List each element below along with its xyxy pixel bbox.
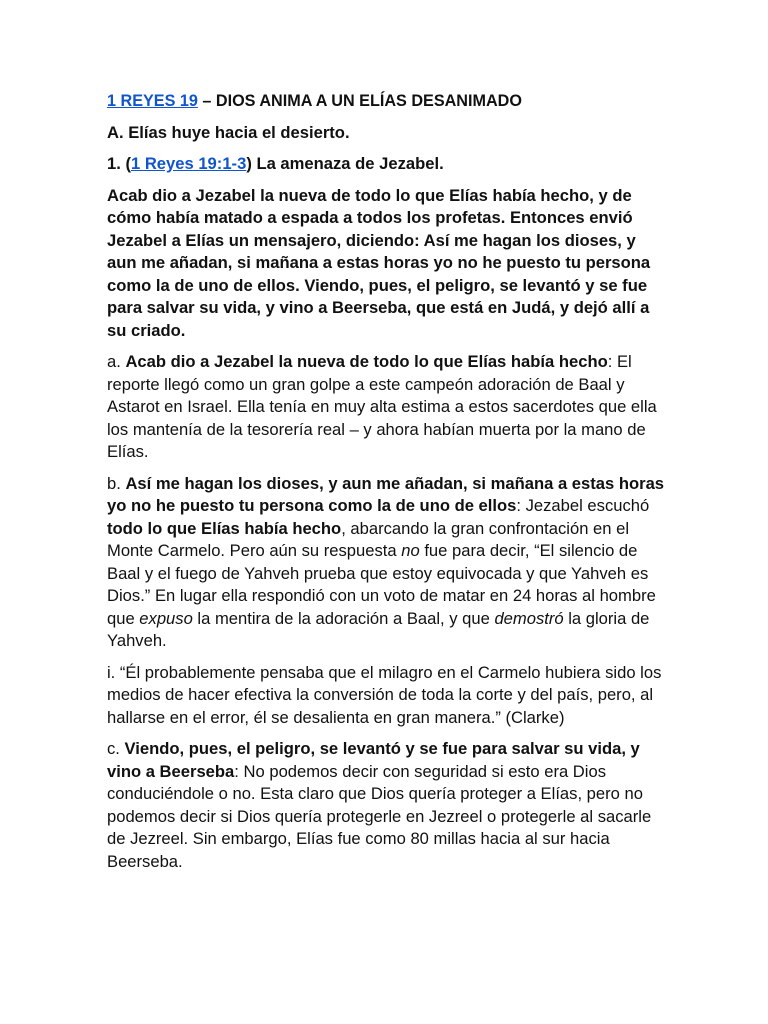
paragraph-b-label: b.: [107, 473, 126, 493]
paragraph-b-text-3: fue para decir, “El silencio de Baal y el fuego de Yahveh prueba que estoy equivocada y que Yahveh es Dios.” En lugar ella respondió con un voto de matar en 24 horas al hombre que: [107, 541, 656, 628]
paragraph-c-colon: :: [234, 761, 239, 781]
paragraph-b-text-2: , abarcando la gran confrontación en el Monte Carmelo. Pero aún su respuesta: [107, 518, 630, 560]
paragraph-b-italic-1: no: [401, 541, 420, 560]
paragraph-c: [107, 738, 667, 873]
title-reference-link[interactable]: 1 REYES 19: [107, 92, 198, 110]
title-text: – DIOS ANIMA A UN ELÍAS DESANIMADO: [197, 92, 522, 110]
paragraph-b-italic-3: demostró: [494, 608, 564, 628]
paragraph-a-label: a.: [107, 352, 126, 371]
paragraph-a-text: El reporte llegó como un gran golpe a este campeón adoración de Baal y Astarot en Israel. Ella tenía en muy alta estima a estos sacerdotes que ella los mantenía de la tesorería real – y ahora habían muerta por la mano de Elías.: [107, 352, 657, 461]
paragraph-i: i. “Él probablemente pensaba que el milagro en el Carmelo hubiera sido los medios de hacer efectiva la conversión de toda la corte y del país, pero, al hallarse en el error, él se desalienta en gran manera.” (Clarke): [107, 662, 662, 727]
paragraph-b-text-5: la gloria de Yahveh.: [107, 608, 650, 650]
paragraph-c-bold: Viendo, pues, el peligro, se levantó y se fue para salvar su vida, y vino a Beerseba: [107, 739, 640, 781]
scripture-verse: Acab dio a Jezabel la nueva de todo lo que Elías había hecho, y de cómo había matado a espada a todos los profetas. Entonces envió Jezabel a Elías un mensajero, diciendo: Así me hagan los dioses, y aun me añadan, si mañana a estas horas yo no he puesto tu persona como la de uno de ellos. Viendo, pues, el peligro, se levantó y se fue para salvar su vida, y vino a Beerseba, que está en Judá, y dejó allí a su criado.: [107, 185, 651, 340]
point-1-prefix: 1. (: [107, 154, 131, 173]
paragraph-b-italic-2: expuso: [139, 608, 193, 628]
paragraph-b-text-4: la mentira de la adoración a Baal, y que: [192, 608, 495, 628]
paragraph-b-text-1: Jezabel escuchó: [521, 496, 650, 515]
paragraph-c-label: c.: [107, 739, 125, 758]
paragraph-a: [107, 351, 667, 464]
section-a-heading: A. Elías huye hacia el desierto.: [107, 122, 350, 142]
point-1-suffix: ) La amenaza de Jezabel.: [246, 154, 444, 173]
paragraph-b-bold-2: todo lo que Elías había hecho: [107, 518, 342, 538]
document-page: [107, 90, 667, 882]
point-1-heading: [107, 153, 667, 176]
paragraph-b: [107, 473, 667, 653]
paragraph-b-bold-1: Así me hagan los dioses, y aun me añadan, si mañana a estas horas yo no he puesto tu persona como la de uno de ellos: [107, 473, 665, 515]
paragraph-b-colon: :: [516, 496, 521, 515]
paragraph-c-text: No podemos decir con seguridad si esto era Dios conduciéndole o no. Esta claro que Dios quería proteger a Elías, pero no podemos decir si Dios quería protegerle en Jezreel o protegerle al sacarle de Jezreel. Sin embargo, Elías fue como 80 millas hacia al sur hacia Beerseba.: [107, 761, 652, 871]
page-title: [107, 90, 667, 113]
point-1-reference-link[interactable]: 1 Reyes 19:1-3: [130, 154, 247, 173]
paragraph-a-bold: Acab dio a Jezabel la nueva de todo lo que Elías había hecho: [125, 352, 608, 371]
paragraph-a-colon: :: [607, 352, 613, 371]
